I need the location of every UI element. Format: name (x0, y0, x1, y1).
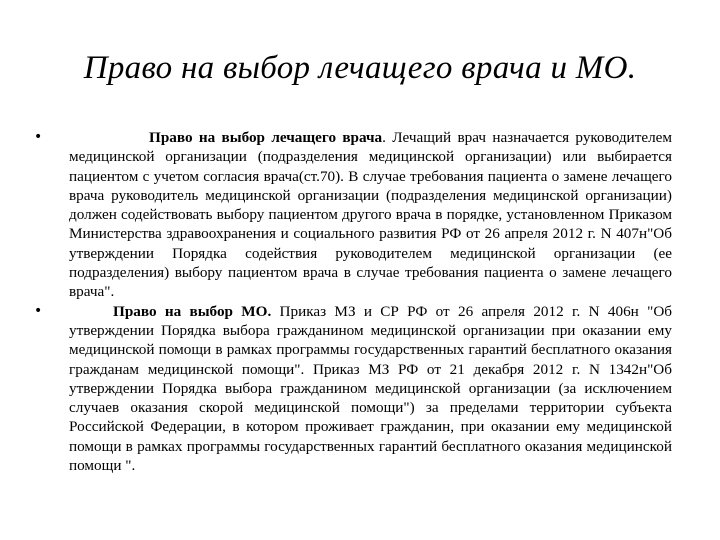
bullet-lead: Право на выбор лечащего врача (149, 129, 383, 146)
bullet-text (69, 302, 672, 476)
bullet-text (69, 128, 672, 302)
bullet-dot-icon: • (34, 129, 43, 145)
bullet-item-doctor-choice (34, 128, 672, 302)
bullet-body: Приказ МЗ и СР РФ от 26 апреля 2012 г. N 406н "Об утверждении Порядка выбора гражданином медицинской организации при оказании ему медицинской помощи в рамках программы государственных гарантий бесплатного оказания гражданам медицинской помощи". Приказ МЗ РФ от 21 декабря 2012 г. N 1342н"Об утверждении Порядка выбора гражданином медицинской организации (за исключением случаев оказания скорой медицинской помощи") за пределами территории субъекта Российской Федерации, в котором проживает гражданин, при оказании ему медицинской помощи в рамках программы государственных гарантий бесплатного оказания медицинской помощи ". (69, 302, 673, 475)
slide-title: Право на выбор лечащего врача и МО. (83, 50, 637, 86)
bullet-body: . Лечащий врач назначается руководителем медицинской организации (подразделения медицинской организации) или выбирается пациентом с учетом согласия врача(ст.70). В случае требования пациента о замене лечащего врача руководитель медицинской организации (подразделения медицинской организации) должен содействовать выбору пациентом другого врача в порядке, установленном Приказом Министерства здравоохранения и социального развития РФ от 26 апреля 2012 г. N 407н"Об утверждении Порядка содействия руководителем медицинской организации (ее подразделения) выбору пациентом врача в случае требования пациента о замене лечащего врача". (69, 129, 672, 301)
bullet-lead: Право на выбор МО. (113, 302, 272, 320)
bullet-item-mo-choice (34, 302, 672, 476)
slide-body (34, 128, 672, 475)
bullet-dot-icon: • (34, 302, 43, 319)
